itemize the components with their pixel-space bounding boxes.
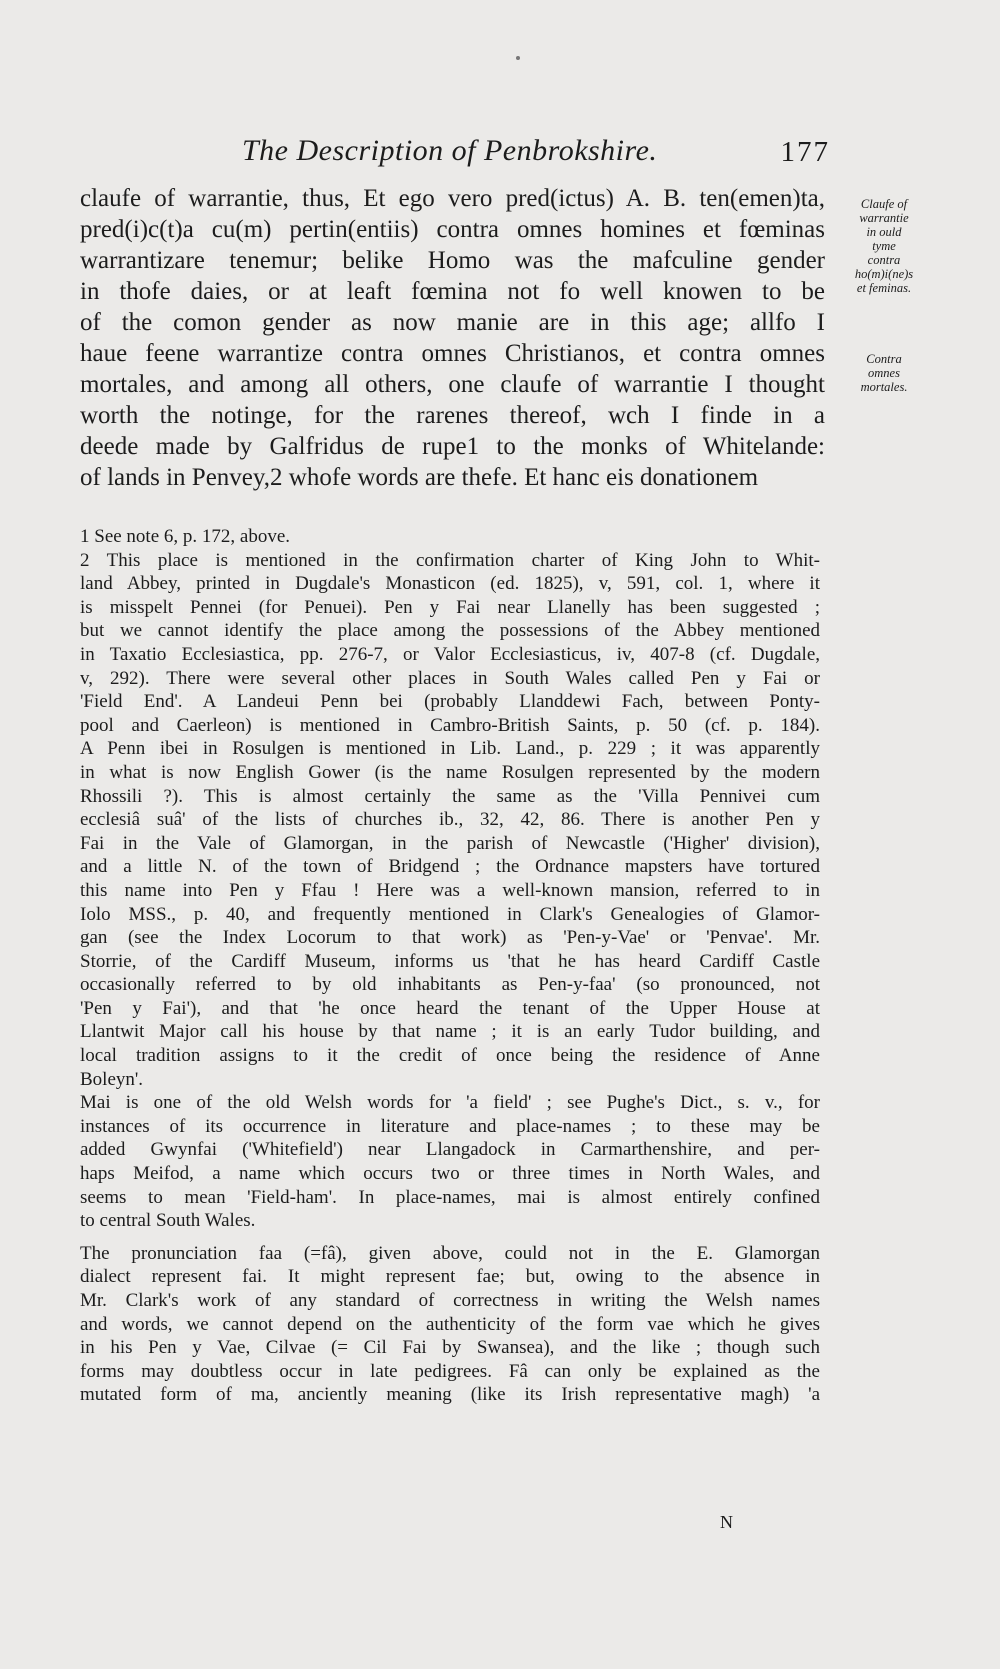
footnote-line: Boleyn'. (80, 1068, 144, 1090)
footnote-line: seems to mean 'Field-ham'. In place-names, mai is almost entirely confined (80, 1186, 820, 1208)
footnote-line: dialect represent fai. It might represent fae; but, owing to the absence in (80, 1266, 820, 1288)
footnote-line: ecclesiâ suâ' of the lists of churches ib., 32, 42, 86. There is another Pen y (80, 809, 820, 831)
marginal-line: tyme (872, 239, 896, 253)
footnote-line: local tradition assigns to it the credit of once being the residence of Anne (80, 1045, 820, 1067)
main-line: in thofe daies, or at leaft fœmina not fo well knowen to be (80, 278, 825, 305)
footnote-line: mutated form of ma, anciently meaning (like its Irish representative magh) 'a (80, 1384, 820, 1406)
footnotes (80, 525, 820, 1407)
main-line: warrantizare tenemur; belike Homo was the mafculine gender (80, 247, 825, 274)
running-header (80, 134, 830, 174)
footnote-line: The pronunciation faa (=fâ), given above, could not in the E. Glamorgan (80, 1242, 820, 1264)
footnote-line: forms may doubtless occur in late pedigrees. Fâ can only be explained as the (80, 1360, 820, 1382)
marginal-line: omnes (868, 366, 900, 380)
main-line: worth the notinge, for the rarenes thereof, wch I finde in a (80, 402, 825, 429)
marginal-line: Claufe of (860, 197, 908, 211)
footnote-line: in his Pen y Vae, Cilvae (= Cil Fai by Swansea), and the like ; though such (80, 1337, 820, 1359)
main-line: claufe of warrantie, thus, Et ego vero pred(ictus) A. B. ten(emen)ta, (80, 185, 825, 212)
footnote-line: is misspelt Pennei (for Penuei). Pen y Fai near Llanelly has been suggested ; (80, 596, 820, 618)
footnote-line: this name into Pen y Ffau ! Here was a well-known mansion, referred to in (80, 879, 820, 901)
page-number: 177 (780, 136, 830, 168)
main-line: haue feene warrantize contra omnes Christianos, et contra omnes (80, 340, 825, 367)
footnote-line: haps Meifod, a name which occurs two or three times in North Wales, and (80, 1163, 820, 1185)
footnote-line: 'Field End'. A Landeui Penn bei (probably Llanddewi Fach, between Ponty- (80, 691, 820, 713)
footnote-line: occasionally referred to by old inhabitants as Pen-y-faa' (so pronounced, not (80, 974, 820, 996)
footnote-line: and a little N. of the town of Bridgend ; the Ordnance mapsters have tortured (80, 856, 820, 878)
footnote-line: v, 292). There were several other places in South Wales called Pen y Fai or (80, 667, 820, 689)
footnote-line: pool and Caerleon) is mentioned in Cambro-British Saints, p. 50 (cf. p. 184). (80, 714, 820, 736)
main-line: of lands in Penvey,2 whofe words are thefe. Et hanc eis donationem (80, 464, 759, 491)
main-line: mortales, and among all others, one claufe of warrantie I thought (80, 371, 825, 398)
marginal-line: Contra (866, 352, 902, 366)
marginal-line: et feminas. (856, 281, 912, 295)
footnote-line: Iolo MSS., p. 40, and frequently mentioned in Clark's Genealogies of Glamor- (80, 903, 820, 925)
footnote-line: and words, we cannot depend on the authenticity of the form vae which he gives (80, 1313, 820, 1335)
footnote-line: but we cannot identify the place among the possessions of the Abbey mentioned (80, 620, 820, 642)
signature-mark: N (720, 1512, 734, 1532)
footnote-line: Mai is one of the old Welsh words for 'a field' ; see Pughe's Dict., s. v., for (80, 1092, 820, 1114)
main-line: pred(i)c(t)a cu(m) pertin(entiis) contra omnes homines et fœminas (80, 216, 825, 243)
marginal-line: in ould (866, 225, 902, 239)
footnote-line: added Gwynfai ('Whitefield') near Llangadock in Carmarthenshire, and per- (80, 1139, 820, 1161)
main-line: deede made by Galfridus de rupe1 to the monks of Whitelande: (80, 433, 825, 460)
footnote-line: in Taxatio Ecclesiastica, pp. 276-7, or Valor Ecclesiasticus, iv, 407-8 (cf. Dugdale, (80, 643, 820, 665)
footnote-line: 1 See note 6, p. 172, above. (80, 526, 291, 547)
footnote-line: Storrie, of the Cardiff Museum, informs us 'that he has heard Cardiff Castle (80, 950, 820, 972)
footnote-line: 'Pen y Fai'), and that 'he once heard the tenant of the Upper House at (80, 997, 820, 1019)
footnote-line: in what is now English Gower (is the name Rosulgen represented by the modern (80, 761, 820, 783)
running-title: The Description of Penbrokshire. (242, 134, 658, 167)
footnote-line: Mr. Clark's work of any standard of correctness in writing the Welsh names (80, 1290, 820, 1311)
footnote-line: Llantwit Major call his house by that name ; it is an early Tudor building, and (80, 1021, 820, 1043)
paragraph-gap (80, 1233, 820, 1242)
marginal-line: mortales. (860, 380, 908, 394)
marginal-line: contra (867, 253, 901, 267)
footnote-line: A Penn ibei in Rosulgen is mentioned in Lib. Land., p. 229 ; it was apparently (80, 738, 820, 760)
marginal-note-warrantie (836, 197, 932, 295)
footnote-line: instances of its occurrence in literature and place-names ; to these may be (80, 1115, 820, 1137)
speck (516, 56, 520, 60)
footnote-line: Rhossili ?). This is almost certainly the same as the 'Villa Pennivei cum (80, 785, 820, 807)
marginal-note-contra-omnes (836, 352, 932, 394)
footnote-line: to central South Wales. (80, 1210, 256, 1232)
footnote-line: 2 This place is mentioned in the confirmation charter of King John to Whit- (80, 549, 820, 571)
marginal-line: warrantie (859, 211, 909, 225)
footnote-line: gan (see the Index Locorum to that work) as 'Pen-y-Vae' or 'Penvae'. Mr. (80, 927, 820, 949)
footnote-line: land Abbey, printed in Dugdale's Monasticon (ed. 1825), v, 591, col. 1, where it (80, 573, 820, 595)
marginal-line: ho(m)i(ne)s (854, 267, 914, 281)
footnote-line: Fai in the Vale of Glamorgan, in the parish of Newcastle ('Higher' division), (80, 832, 820, 854)
main-line: of the comon gender as now manie are in this age; allfo I (80, 309, 825, 336)
main-text (80, 183, 825, 493)
